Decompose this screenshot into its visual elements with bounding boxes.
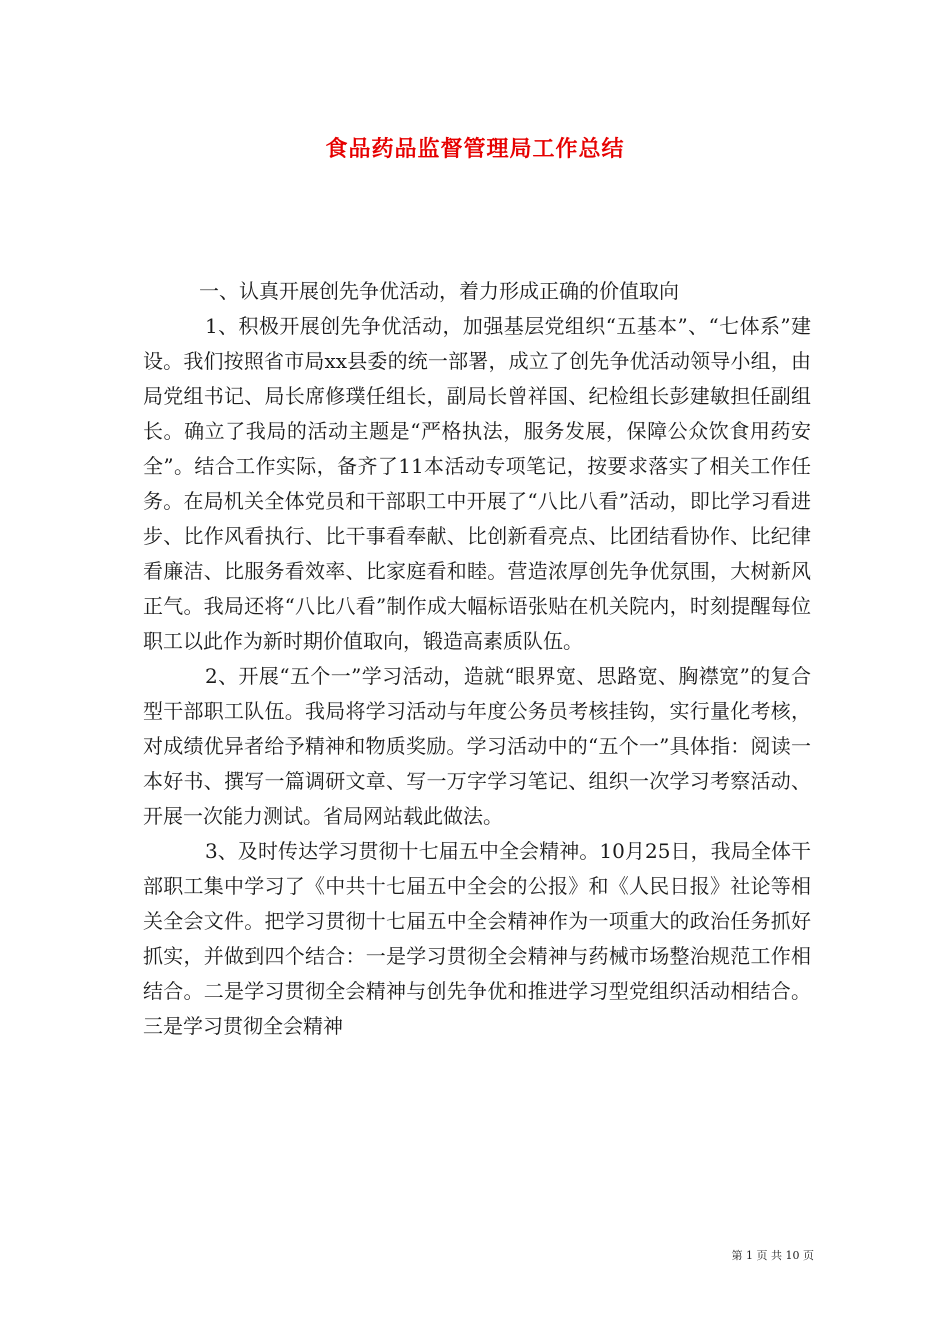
paragraph-1: 1、积极开展创先争优活动，加强基层党组织“五基本”、“七体系”建设。我们按照省市局xx县委的统一部署，成立了创先争优活动领导小组，由局党组书记、局长席修璞任组长，副局长曾祥国、纪检组长彭建敏担任副组长。确立了我局的活动主题是“严格执法，服务发展，保障公众饮食用药安全”。结合工作实际，备齐了11本活动专项笔记，按要求落实了相关工作任务。在局机关全体党员和干部职工中开展了“八比八看”活动，即比学习看进步、比作风看执行、比干事看奉献、比创新看亮点、比团结看协作、比纪律看廉洁、比服务看效率、比家庭看和睦。营造浓厚创先争优氛围，大树新风正气。我局还将“八比八看”制作成大幅标语张贴在机关院内，时刻提醒每位职工以此作为新时期价值取向，锻造高素质队伍。 [143, 314, 811, 653]
page-number-footer: 第 1 页 共 10 页 [731, 1249, 814, 1262]
paragraph-2: 2、开展“五个一”学习活动，造就“眼界宽、思路宽、胸襟宽”的复合型干部职工队伍。我局将学习活动与年度公务员考核挂钩，实行量化考核，对成绩优异者给予精神和物质奖励。学习活动中的“五个一”具体指：阅读一本好书、撰写一篇调研文章、写一万字学习笔记、组织一次学习考察活动、开展一次能力测试。省局网站载此做法。 [143, 664, 811, 828]
paragraph-3: 3、及时传达学习贯彻十七届五中全会精神。10月25日，我局全体干部职工集中学习了《中共十七届五中全会的公报》和《人民日报》社论等相关全会文件。把学习贯彻十七届五中全会精神作为一项重大的政治任务抓好抓实，并做到四个结合：一是学习贯彻全会精神与药械市场整治规范工作相结合。二是学习贯彻全会精神与创先争优和推进学习型党组织活动相结合。三是学习贯彻全会精神 [143, 839, 811, 1038]
document-body [143, 274, 811, 1044]
document-title: 食品药品监督管理局工作总结 [325, 136, 625, 162]
section-heading: 一、认真开展创先争优活动，着力形成正确的价值取向 [199, 279, 679, 303]
